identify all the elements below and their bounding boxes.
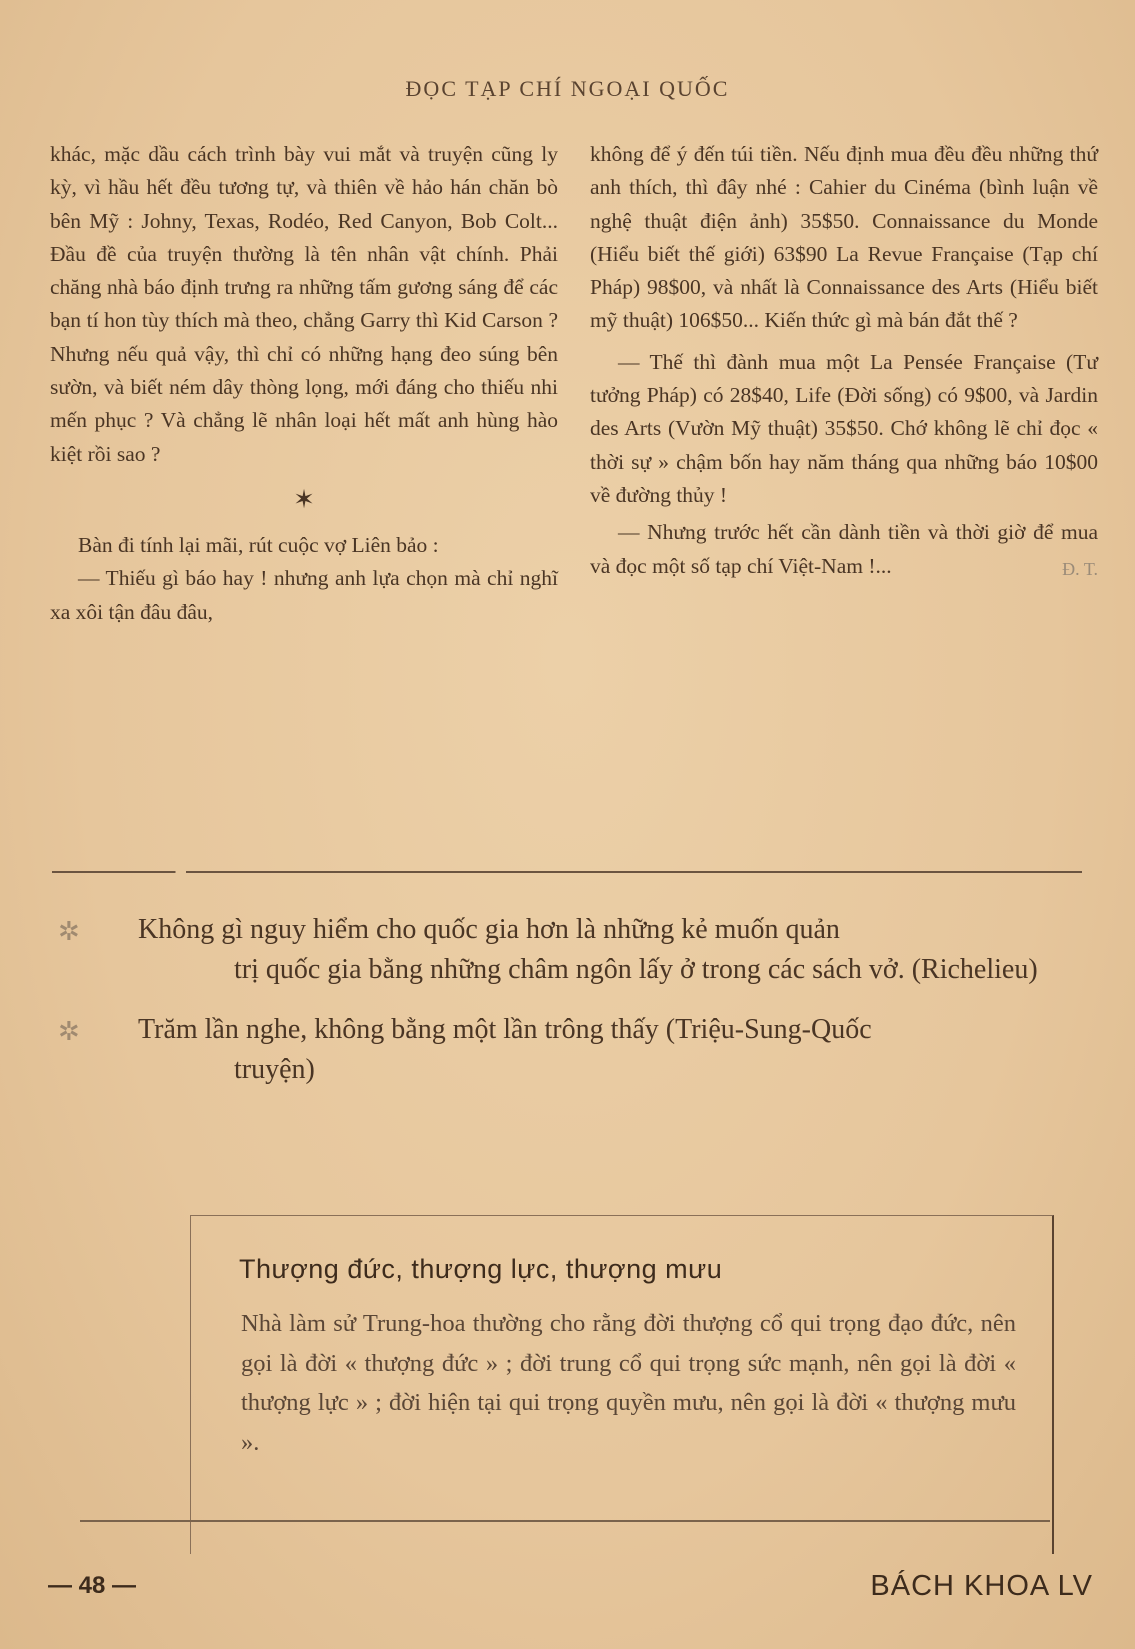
right-paragraph-2: — Thế thì đành mua một La Pensée Française (Tư tưởng Pháp) có 28$40, Life (Đời sống) có 9$00, và Jardin des Arts (Vườn Mỹ thuật) 35$50. Chớ không lẽ chỉ đọc « thời sự » chậm bốn hay năm tháng qua những báo 10$00 về đường thủy ! [590,349,1098,507]
left-paragraph-3: — Thiếu gì báo hay ! nhưng anh lựa chọn mà chỉ nghĩ xa xôi tận đâu đâu, [50,566,558,624]
star-separator-icon: ✶ [293,484,315,514]
maxim-item [48,1010,1108,1090]
sidebar-box [190,1215,1054,1554]
box-title: Thượng đức, thượng lực, thượng mưu [239,1254,723,1284]
maxims-section [48,910,1108,1110]
author-signature: Đ. T. [1062,558,1098,579]
running-title: ĐỌC TẠP CHÍ NGOẠI QUỐC [405,76,730,101]
star-bullet-icon: ✲ [58,917,80,946]
left-paragraph-2: Bàn đi tính lại mãi, rút cuộc vợ Liên bảo : [78,532,439,557]
maxim-item [48,910,1108,990]
maxim-line: trị quốc gia bằng những châm ngôn lấy ở trong các sách vở. (Richelieu) [234,954,1038,985]
page-number: — 48 — [48,1572,137,1599]
maxim-line: truyện) [234,1054,315,1085]
publication-name: BÁCH KHOA LV [870,1570,1093,1602]
section-divider [52,871,1082,873]
left-paragraph-1: khác, mặc dầu cách trình bày vui mắt và truyện cũng ly kỳ, vì hầu hết đều tương tự, và thiên về hảo hán chăn bò bên Mỹ : Johny, Texas, Rodéo, Red Canyon, Bob Colt... Đầu đề của truyện thường là tên nhân vật chính. Phải chăng nhà báo định trưng ra những tấm gương sáng để các bạn tí hon tùy thích mà theo, chẳng Garry thì Kid Carson ? Nhưng nếu quả vậy, thì chỉ có những hạng đeo súng bên sườn, và biết ném dây thòng lọng, mới đáng cho thiếu nhi mến phục ? Và chẳng lẽ nhân loại hết mất anh hùng hào kiệt rồi sao ? [50,142,558,466]
right-column [590,138,1098,586]
star-bullet-icon: ✲ [58,1017,80,1046]
maxim-line: Trăm lần nghe, không bằng một lần trông thấy (Triệu-Sung-Quốc [138,1014,872,1045]
left-column [50,138,558,629]
right-paragraph-1: không để ý đến túi tiền. Nếu định mua đều đều những thứ anh thích, thì đây nhé : Cahier du Cinéma (bình luận về nghệ thuật điện ảnh) 35$50. Connaissance du Monde (Hiểu biết thế giới) 63$90 La Revue Française (Tạp chí Pháp) 98$00, và nhất là Connaissance des Arts (Hiểu biết mỹ thuật) 106$50... Kiến thức gì mà bán đắt thế ? [590,142,1098,333]
right-paragraph-3: — Nhưng trước hết cần dành tiền và thời giờ để mua và đọc một số tạp chí Việt-Nam !... [590,520,1098,578]
maxim-line: Không gì nguy hiểm cho quốc gia hơn là những kẻ muốn quản [138,914,840,945]
box-body: Nhà làm sử Trung-hoa thường cho rằng đời thượng cổ qui trọng đạo đức, nên gọi là đời « thượng đức » ; đời trung cổ qui trọng sức mạnh, nên gọi là đời « thượng lực » ; đời hiện tại qui trọng quyền mưu, nên gọi là đời « thượng mưu ». [241,1310,1016,1456]
box-bottom-rule [80,1520,1050,1522]
